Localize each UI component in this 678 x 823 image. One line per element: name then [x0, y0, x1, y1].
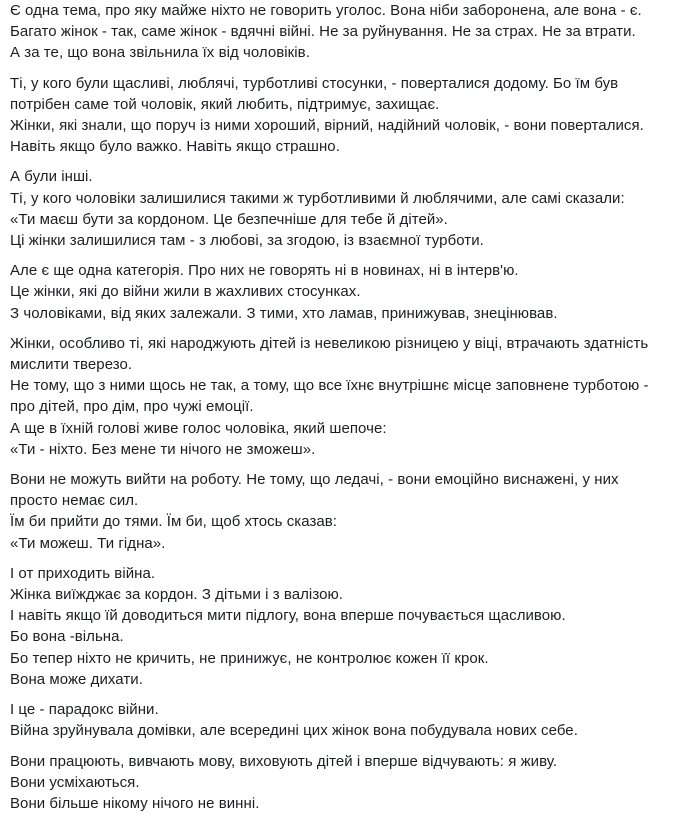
- text-line: просто немає сил.: [10, 492, 139, 510]
- text-line: «Ти можеш. Ти гідна».: [10, 534, 166, 552]
- text-line: Не тому, що з ними щось не так, а тому, що все їхнє внутрішнє місце заповнене турботою -: [10, 377, 649, 395]
- text-line: А були інші.: [10, 168, 93, 186]
- paragraph: [10, 699, 676, 741]
- text-line: потрібен саме той чоловік, який любить, підтримує, захищає.: [10, 95, 440, 113]
- text-line: Жінки, які знали, що поруч із ними хороший, вірний, надійний чоловік, - вони поверталися.: [10, 117, 644, 135]
- paragraph: [10, 563, 676, 690]
- text-line: Це жінки, які до війни жили в жахливих стосунках.: [10, 283, 361, 301]
- text-line: З чоловіками, від яких залежали. З тими, хто ламав, принижував, знецінював.: [10, 304, 558, 322]
- text-line: Війна зруйнувала домівки, але всередині цих жінок вона побудувала нових себе.: [10, 722, 578, 740]
- text-line: Вони більше нікому нічого не винні.: [10, 794, 260, 812]
- text-line: «Ти - ніхто. Без мене ти нічого не зможеш».: [10, 440, 316, 458]
- text-line: І це - парадокс війни.: [10, 701, 159, 719]
- text-line: Жінка виїжджає за кордон. З дітьми і з валізою.: [10, 586, 343, 604]
- paragraph: [10, 0, 676, 64]
- text-line: про дітей, про дім, про чужі емоції.: [10, 398, 254, 416]
- text-line: «Ти маєш бути за кордоном. Це безпечніше для тебе й дітей».: [10, 210, 448, 228]
- text-line: мислити тверезо.: [10, 356, 133, 374]
- text-line: Бо вона -вільна.: [10, 628, 124, 646]
- paragraph: [10, 73, 676, 158]
- paragraph: [10, 469, 676, 554]
- text-line: Вони не можуть вийти на роботу. Не тому, що ледачі, - вони емоційно виснажені, у них: [10, 471, 619, 489]
- text-line: Вони працюють, вивчають мову, виховують дітей і вперше відчувають: я живу.: [10, 752, 558, 770]
- text-line: І от приходить війна.: [10, 564, 156, 582]
- text-line: Їм би прийти до тями. Їм би, щоб хтось сказав:: [10, 513, 338, 531]
- paragraph: [10, 166, 676, 251]
- text-line: І навіть якщо їй доводиться мити підлогу, вона вперше почувається щасливою.: [10, 607, 566, 625]
- paragraph: [10, 260, 676, 324]
- text-line: Ті, у кого чоловіки залишилися такими ж турботливими й люблячими, але самі сказали:: [10, 189, 625, 207]
- text-line: А за те, що вона звільнила їх від чоловіків.: [10, 44, 310, 62]
- text-line: Вони усміхаються.: [10, 773, 140, 791]
- paragraph: [10, 333, 676, 460]
- text-line: Є одна тема, про яку майже ніхто не говорить уголос. Вона ніби заборонена, але вона - є.: [10, 2, 642, 19]
- text-line: Ті, у кого були щасливі, люблячі, турботливі стосунки, - поверталися додому. Бо їм був: [10, 74, 619, 92]
- text-line: Навіть якщо було важко. Навіть якщо страшно.: [10, 138, 340, 156]
- paragraph: [10, 751, 676, 815]
- text-line: Вона може дихати.: [10, 670, 143, 688]
- post-text: [10, 0, 676, 823]
- text-line: Але є ще одна категорія. Про них не говорять ні в новинах, ні в інтерв'ю.: [10, 262, 519, 280]
- text-line: Ці жінки залишилися там - з любові, за згодою, із взаємної турботи.: [10, 232, 484, 250]
- text-line: А ще в їхній голові живе голос чоловіка, який шепоче:: [10, 419, 387, 437]
- text-line: Жінки, особливо ті, які народжують дітей із невеликою різницею у віці, втрачають здатність: [10, 334, 649, 352]
- text-line: Бо тепер ніхто не кричить, не принижує, не контролює кожен її крок.: [10, 649, 489, 667]
- text-line: Багато жінок - так, саме жінок - вдячні війні. Не за руйнування. Не за страх. Не за втрати.: [10, 23, 636, 41]
